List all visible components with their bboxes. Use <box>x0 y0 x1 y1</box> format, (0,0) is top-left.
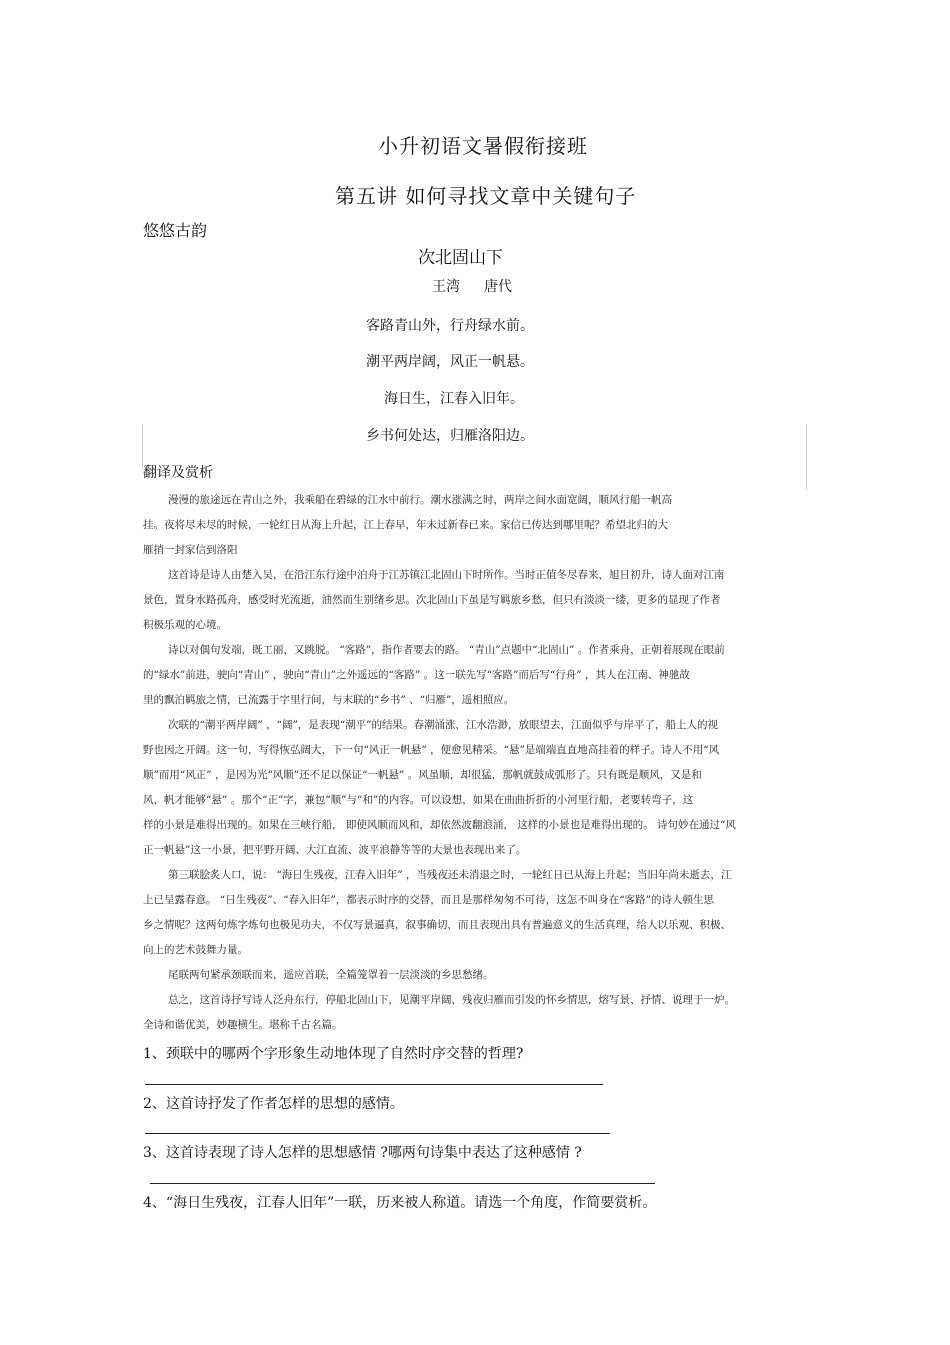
poem-author: 王湾 <box>432 279 460 295</box>
body-line: 顺”而用“风正” ，是因为光“风顺”还不足以保证“一帆悬” 。风虽顺，却很猛，那帆就鼓成弧形了。只有既是顺风，又是和 <box>143 769 702 781</box>
body-line: 挂。夜将尽未尽的时候，一轮红日从海上升起，江上春早，年未过新春已来。家信已传达到哪里呢？希望北归的大 <box>143 519 668 531</box>
page-title: 小升初语文暑假衔接班 <box>378 134 588 158</box>
poem-dynasty: 唐代 <box>484 279 512 295</box>
body-line: 积极乐观的心境。 <box>143 619 227 631</box>
body-line: 漫漫的旅途远在青山之外，我乘船在碧绿的江水中前行。潮水涨满之时，两岸之间水面宽阔，顺风行船一帆高 <box>168 494 672 506</box>
body-line: 样的小景是难得出现的。如果在三峡行船， 即使风顺而风和，却依然波翻浪涌， 这样的小景也是难得出现的。 诗句妙在通过“风 <box>143 819 736 831</box>
body-line: 向上的艺术鼓舞力量。 <box>143 944 248 956</box>
body-line: 景色，置身水路孤舟，感受时光流逝，油然而生别绪乡思。次北固山下虽是写羁旅乡愁，但只有淡淡一缕，更多的显现了作者 <box>143 594 721 606</box>
question-1: 1、颈联中的哪两个字形象生动地体现了自然时序交替的哲理? <box>143 1046 524 1062</box>
poem-line-1: 客路青山外，行舟绿水前。 <box>366 318 534 334</box>
poem-line-3: 海日生，江春入旧年。 <box>384 391 524 407</box>
body-line: 这首诗是诗人由楚入吴，在沿江东行途中泊舟于江苏镇江北固山下时所作。当时正值冬尽春来，旭日初升，诗人面对江南 <box>168 569 725 581</box>
question-4: 4、“海日生残夜，江春人旧年”一联，历来被人称道。请选一个角度，作简要赏析。 <box>143 1195 657 1211</box>
frame-line-right <box>806 424 807 490</box>
answer-line-3 <box>150 1183 655 1184</box>
body-line: 的“绿水”前进，驶向“青山” ，驶向“青山”之外遥远的“客路” 。这一联先写“客路”而后写“行舟” ，其人在江南、神驰故 <box>143 669 690 681</box>
poem-title: 次北固山下 <box>418 248 503 268</box>
body-line: 野也因之开阔。这一句，写得恢弘阔大，下一句“风正一帆悬” ，便愈见精采。“悬”是端端直直地高挂着的样子。诗人不用“风 <box>143 744 720 756</box>
answer-line-2 <box>145 1133 610 1134</box>
body-line: 里的飘泊羁旅之情，已流露于字里行间，与末联的“乡书” 、“归雁”，遥相照应。 <box>143 694 515 706</box>
answer-line-1 <box>145 1084 603 1085</box>
analysis-heading: 翻译及赏析 <box>143 465 213 481</box>
body-line: 雁捎一封家信到洛阳 <box>143 544 238 556</box>
poem-line-2: 潮平两岸阔，风正一帆悬。 <box>366 354 534 370</box>
question-3: 3、这首诗表现了诗人怎样的思想感情 ?哪两句诗集中表达了这种感情 ? <box>143 1145 582 1161</box>
body-line: 第三联脍炙人口，说： “海日生残夜，江春入旧年” ，当残夜还未消退之时，一轮红日已从海上升起；当旧年尚未逝去，江 <box>168 869 732 881</box>
lesson-title: 第五讲 如何寻找文章中关键句子 <box>335 184 637 208</box>
body-line: 尾联两句紧承颈联而来，遥应首联，全篇笼罩着一层淡淡的乡思愁绪。 <box>168 969 494 981</box>
body-line: 全诗和谐优美，妙趣横生。堪称千古名篇。 <box>143 1019 343 1031</box>
question-2: 2、这首诗抒发了作者怎样的思想的感情。 <box>143 1096 404 1112</box>
body-line: 总之，这首诗抒写诗人泛舟东行，停船北固山下，见潮平岸阔，残夜归雁而引发的怀乡情思，熔写景、抒情、说理于一炉。 <box>168 994 735 1006</box>
body-line: 风，帆才能够“悬” 。那个“正”字，兼包“顺”与“和”的内容。可以设想，如果在曲曲折折的小河里行船，老要转弯子，这 <box>143 794 694 806</box>
body-line: 正一帆悬”这一小景，把平野开阔、大江直流、波平浪静等等的大景也表现出来了。 <box>143 844 527 856</box>
body-line: 乡之情呢？这两句炼字炼句也极见功夫，不仅写景逼真，叙事确切，而且表现出具有普遍意义的生活真理，给人以乐观、积极、 <box>143 919 731 931</box>
body-line: 上已呈露春意。 “日生残夜”、“春入旧年”，都表示时序的交替，而且是那样匆匆不可待，这怎不叫身在“客路”的诗人顿生思 <box>143 894 715 906</box>
section-label: 悠悠古韵 <box>143 221 208 240</box>
poem-line-4: 乡书何处达，归雁洛阳边。 <box>366 428 534 444</box>
body-line: 诗以对偶句发端，既工丽，又跳脱。 “客路”，指作者要去的路。 “青山”点题中“北固山” 。作者乘舟，正朝着展现在眼前 <box>168 644 725 656</box>
body-line: 次联的“潮平两岸阔” ，“阔”，是表现“潮平”的结果。春潮涌涨，江水浩渺，放眼望去，江面似乎与岸平了，船上人的视 <box>168 719 719 731</box>
